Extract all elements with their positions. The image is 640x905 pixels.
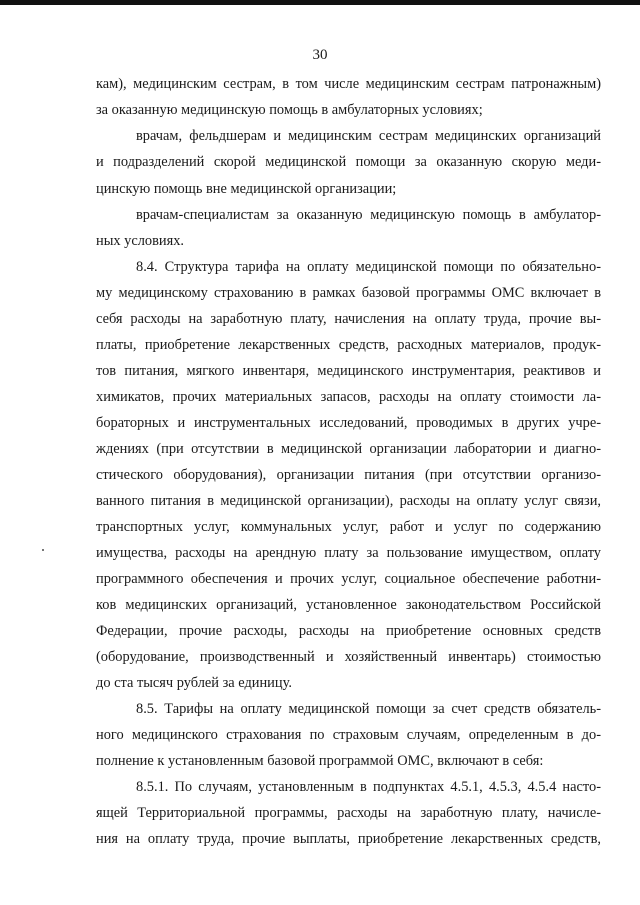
text-line-3: врачам, фельдшерам и медицинским сестрам медицинских организаций bbox=[136, 128, 601, 144]
text-line-8: 8.4. Структура тарифа на оплату медицинской помощи по обязательно- bbox=[136, 259, 601, 275]
text-line-21: ков медицинских организаций, установленное законодательством Российской bbox=[96, 597, 601, 613]
text-line-26: ного медицинского страхования по страховым случаям, определенным в до- bbox=[96, 727, 601, 743]
text-line-12: тов питания, мягкого инвентаря, медицинского инструментария, реактивов и bbox=[96, 363, 601, 379]
text-line-9: му медицинскому страхованию в рамках базовой программы ОМС включает в bbox=[96, 285, 601, 301]
text-line-23: (оборудование, производственный и хозяйственный инвентарь) стоимостью bbox=[96, 649, 601, 665]
text-line-14: бораторных и инструментальных исследований, проводимых в других учре- bbox=[96, 415, 601, 431]
text-line-17: ванного питания в медицинской организации), расходы на оплату услуг связи, bbox=[96, 493, 601, 509]
page-number: 30 bbox=[312, 47, 328, 63]
text-line-6: врачам-специалистам за оказанную медицинскую помощь в амбулатор- bbox=[136, 207, 601, 223]
text-line-19: имущества, расходы на арендную плату за пользование имуществом, оплату bbox=[96, 545, 601, 561]
text-line-20: программного обеспечения и прочих услуг, социальное обеспечение работни- bbox=[96, 571, 601, 587]
text-line-16: стического оборудования), организации питания (при отсутствии организо- bbox=[96, 467, 601, 483]
text-line-1: кам), медицинским сестрам, в том числе медицинским сестрам патронажным) bbox=[96, 76, 601, 92]
text-line-25: 8.5. Тарифы на оплату медицинской помощи за счет средств обязатель- bbox=[136, 701, 601, 717]
text-line-18: транспортных услуг, коммунальных услуг, работ и услуг по содержанию bbox=[96, 519, 601, 535]
text-line-27: полнение к установленным базовой программой ОМС, включают в себя: bbox=[96, 753, 544, 769]
text-line-5: цинскую помощь вне медицинской организации; bbox=[96, 181, 397, 197]
text-line-7: ных условиях. bbox=[96, 233, 185, 249]
text-line-28: 8.5.1. По случаям, установленным в подпунктах 4.5.1, 4.5.3, 4.5.4 насто- bbox=[136, 779, 601, 795]
text-line-15: ждениях (при отсутствии в медицинской организации лаборатории и диагно- bbox=[96, 441, 601, 457]
text-line-13: химикатов, прочих материальных запасов, расходы на оплату стоимости ла- bbox=[96, 389, 601, 405]
scan-speck bbox=[42, 549, 44, 551]
text-line-24: до ста тысяч рублей за единицу. bbox=[96, 675, 292, 691]
text-line-2: за оказанную медицинскую помощь в амбулаторных условиях; bbox=[96, 102, 483, 118]
text-line-29: ящей Территориальной программы, расходы на заработную плату, начисле- bbox=[96, 805, 601, 821]
text-line-30: ния на оплату труда, прочие выплаты, приобретение лекарственных средств, bbox=[96, 831, 601, 847]
text-line-11: платы, приобретение лекарственных средств, расходных материалов, продук- bbox=[96, 337, 601, 353]
text-line-4: и подразделений скорой медицинской помощи за оказанную скорую меди- bbox=[96, 154, 601, 170]
text-line-22: Федерации, прочие расходы, расходы на приобретение основных средств bbox=[96, 623, 601, 639]
text-line-10: себя расходы на заработную плату, начисления на оплату труда, прочие вы- bbox=[96, 311, 601, 327]
